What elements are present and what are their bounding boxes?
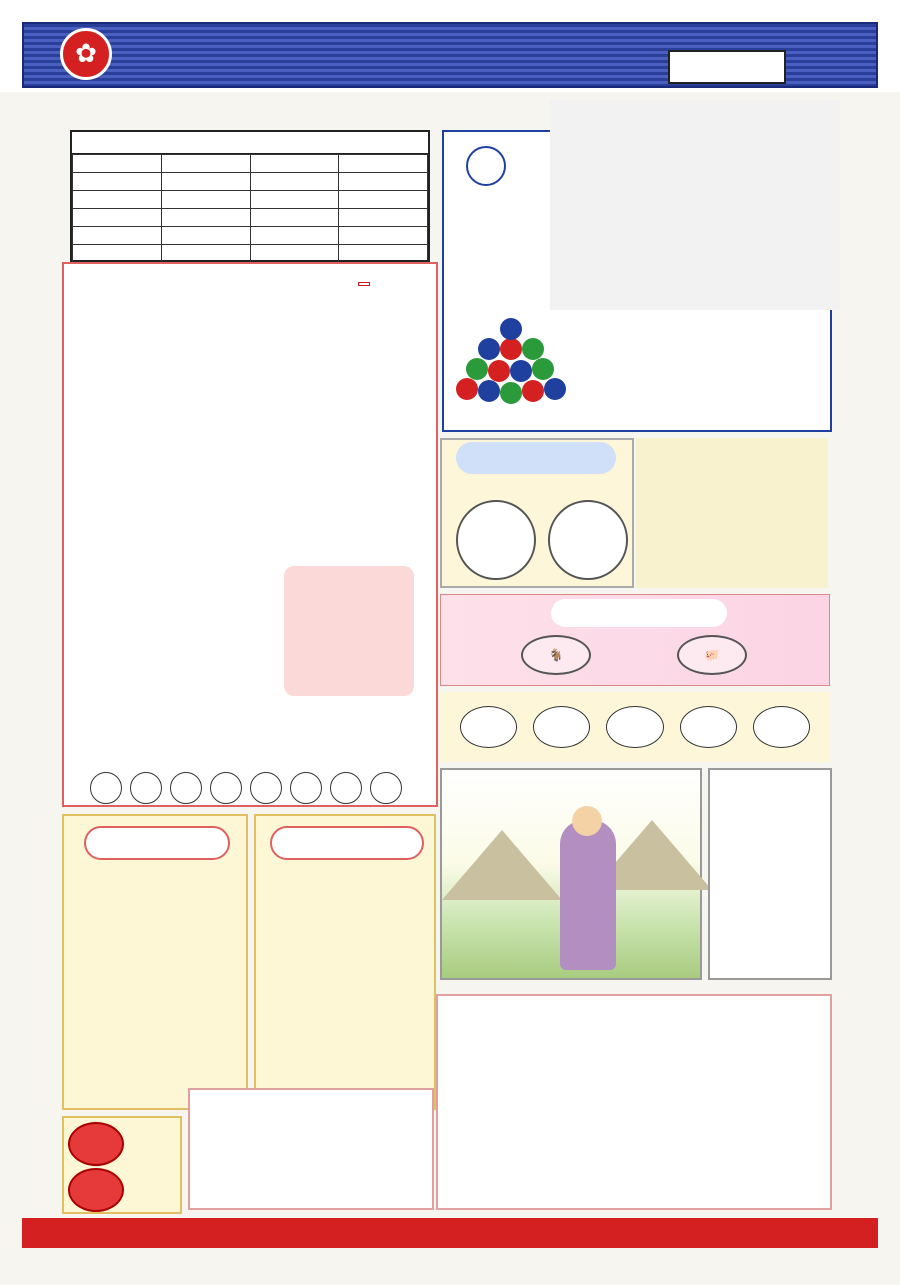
forecast-title — [84, 826, 230, 860]
number-ball — [290, 772, 322, 804]
number-ball — [680, 706, 737, 748]
number-ball — [370, 772, 402, 804]
special-code-title — [456, 442, 616, 474]
number-ball — [606, 706, 663, 748]
number-ball — [460, 706, 517, 748]
table-cell — [339, 227, 428, 245]
column-header — [73, 155, 162, 173]
meeting-minutes-panel — [62, 262, 438, 807]
number-ball — [130, 772, 162, 804]
featured-numbers — [440, 692, 830, 762]
table-cell — [250, 245, 339, 263]
special-code-forecast-panel — [62, 814, 248, 1110]
table-cell — [250, 209, 339, 227]
special-code-b — [548, 500, 628, 580]
table-row — [73, 173, 428, 191]
special-code-panel — [440, 438, 634, 588]
table-cell — [250, 173, 339, 191]
lottery-balls-icon — [456, 318, 576, 418]
table-cell — [339, 173, 428, 191]
table-cell — [161, 191, 250, 209]
table-title — [72, 132, 428, 154]
number-ball — [170, 772, 202, 804]
confidential-tag — [358, 282, 370, 286]
table-cell — [339, 191, 428, 209]
blank-panel — [636, 438, 828, 588]
goat-icon: 🐐 — [521, 635, 591, 675]
column-header — [161, 155, 250, 173]
table-cell — [161, 209, 250, 227]
table-cell — [161, 245, 250, 263]
compass-emblem-icon — [466, 146, 506, 186]
footer-disclaimer — [22, 1218, 878, 1248]
table-cell — [73, 191, 162, 209]
table-cell — [73, 245, 162, 263]
number-ball — [90, 772, 122, 804]
column-header — [339, 155, 428, 173]
treasure-map-panel — [440, 768, 702, 980]
lucky-zodiac-panel — [440, 594, 830, 686]
table-row — [73, 209, 428, 227]
number-ball — [250, 772, 282, 804]
selected-numbers — [90, 772, 402, 804]
scholar-head-icon — [572, 806, 602, 836]
right-border — [842, 92, 878, 1212]
left-border — [22, 92, 58, 1212]
number-ball — [533, 706, 590, 748]
almanac-panel — [436, 994, 832, 1210]
table-row — [73, 227, 428, 245]
table-cell — [339, 209, 428, 227]
zodiac-poem-title — [270, 826, 424, 860]
mountain-icon — [442, 830, 562, 900]
table-cell — [250, 227, 339, 245]
golden-tip-panel — [188, 1088, 434, 1210]
pig-icon: 🐖 — [677, 635, 747, 675]
table-cell — [73, 227, 162, 245]
number-ball — [68, 1168, 124, 1212]
blurred-region — [550, 100, 840, 310]
zodiac-poem-panel — [254, 814, 436, 1110]
table-row — [73, 245, 428, 263]
issue-number — [668, 50, 786, 84]
one-word-panel — [708, 768, 832, 980]
table-cell — [73, 209, 162, 227]
lucky-zodiac-title — [551, 599, 727, 627]
table-cell — [250, 191, 339, 209]
table-cell — [73, 173, 162, 191]
table-cell — [339, 245, 428, 263]
column-header — [250, 155, 339, 173]
scholar-figure-icon — [560, 820, 616, 970]
special-code-a — [456, 500, 536, 580]
handwritten-code — [284, 566, 414, 696]
table-row — [73, 191, 428, 209]
bauhinia-emblem-icon: ✿ — [60, 28, 112, 80]
number-ball — [210, 772, 242, 804]
number-table — [72, 154, 428, 263]
number-ball — [330, 772, 362, 804]
header — [0, 0, 900, 92]
frequency-panel — [62, 1116, 182, 1214]
number-ball — [753, 706, 810, 748]
number-ball — [68, 1122, 124, 1166]
hot-cold-table — [70, 130, 430, 262]
table-cell — [161, 173, 250, 191]
table-cell — [161, 227, 250, 245]
